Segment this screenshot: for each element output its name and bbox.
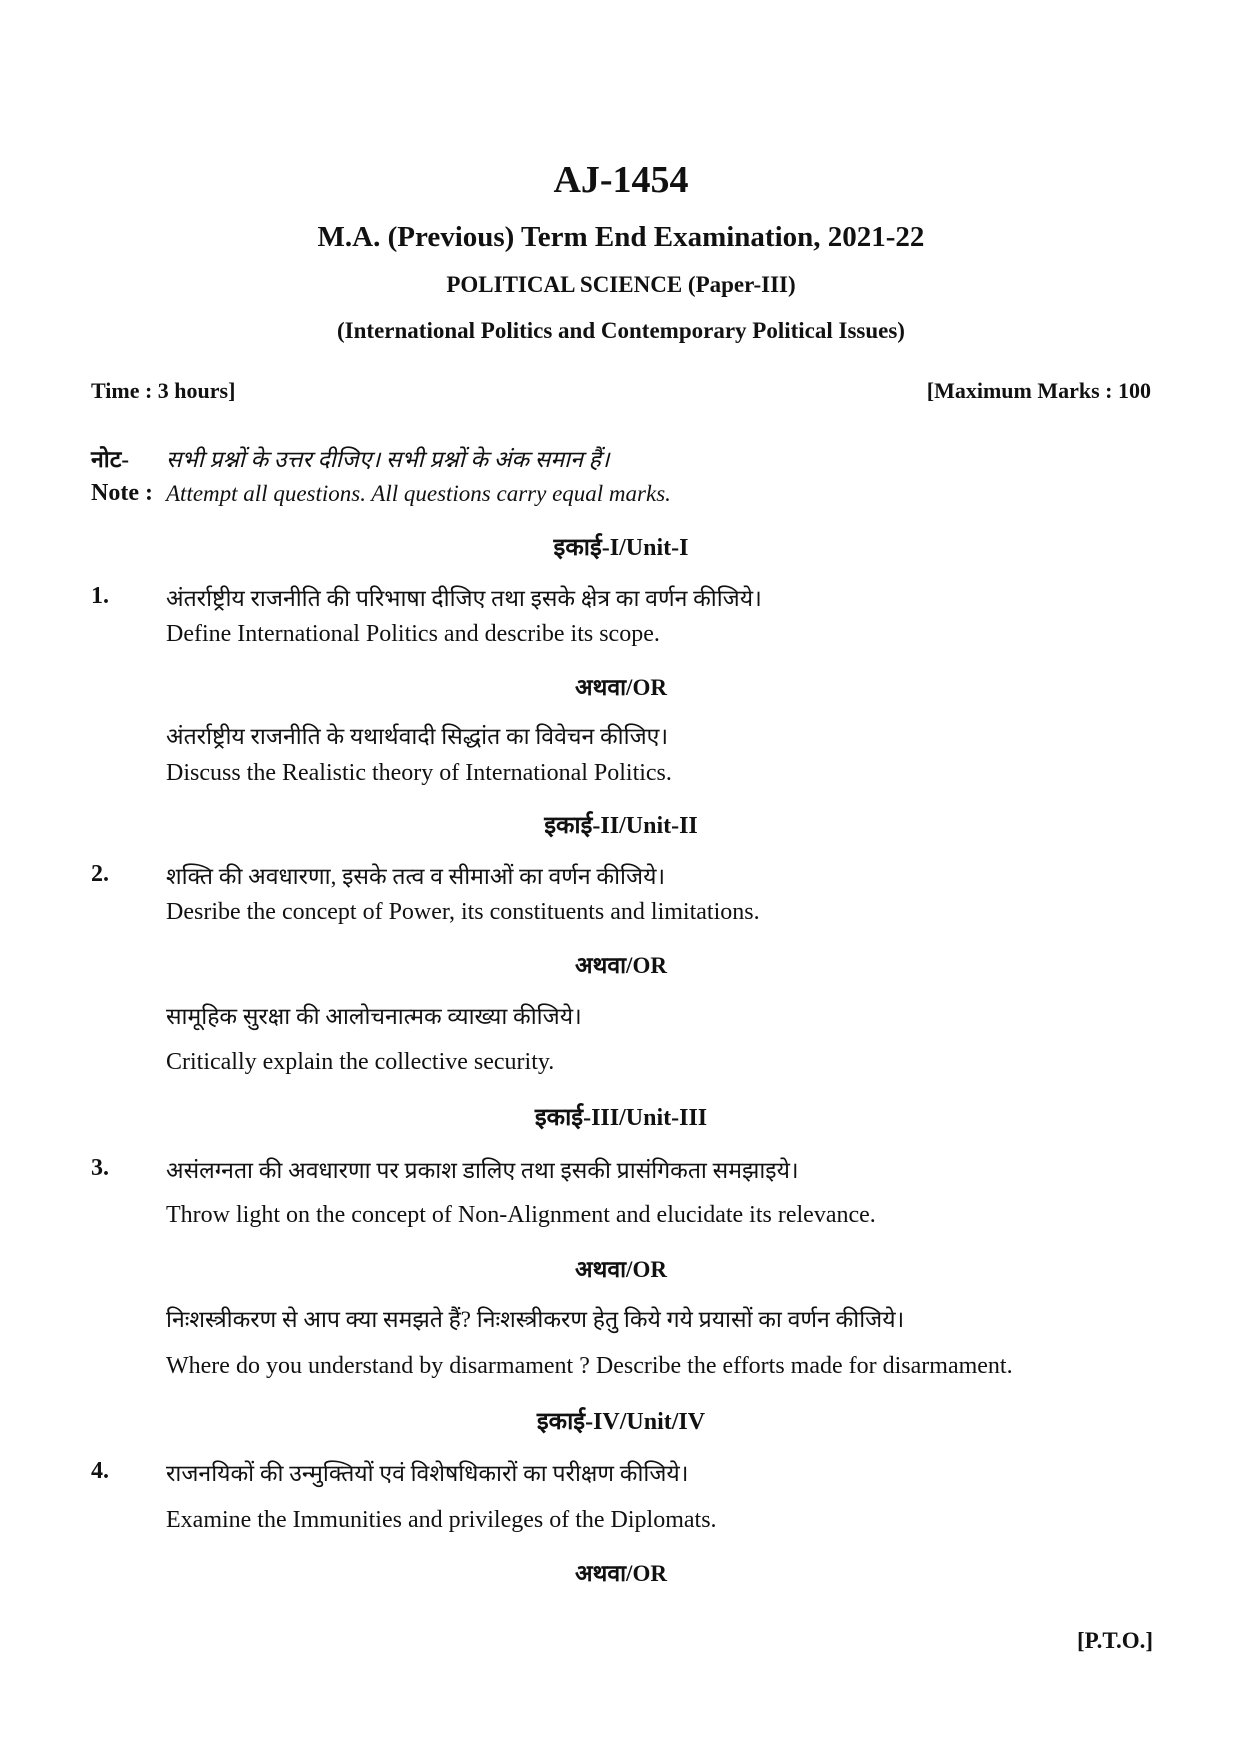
or-divider: अथवा/OR: [575, 1561, 667, 1586]
or-divider: अथवा/OR: [575, 675, 667, 700]
time-allowed: Time : 3 hours]: [91, 378, 236, 403]
question-hindi: सामूहिक सुरक्षा की आलोचनात्मक व्याख्या कीजिये।: [166, 1004, 582, 1029]
unit-heading: इकाई-I/Unit-I: [553, 535, 689, 561]
unit-heading: इकाई-II/Unit-II: [544, 813, 698, 839]
question-english: Critically explain the collective security.: [166, 1049, 555, 1075]
question-hindi: अंतर्राष्ट्रीय राजनीति की परिभाषा दीजिए तथा इसके क्षेत्र का वर्णन कीजिये।: [166, 586, 762, 611]
or-divider: अथवा/OR: [575, 1257, 667, 1282]
question-english: Examine the Immunities and privileges of the Diplomats.: [166, 1507, 717, 1533]
exam-title: M.A. (Previous) Term End Examination, 2021-22: [317, 221, 925, 253]
paper-code: AJ-1454: [553, 159, 689, 201]
question-hindi: अंतर्राष्ट्रीय राजनीति के यथार्थवादी सिद्धांत का विवेचन कीजिए।: [166, 724, 669, 749]
question-hindi: निःशस्त्रीकरण से आप क्या समझते हैं? निःशस्त्रीकरण हेतु किये गये प्रयासों का वर्णन कीजिये।: [166, 1307, 905, 1332]
question-english: Where do you understand by disarmament ? Describe the efforts made for disarmament.: [166, 1353, 1013, 1379]
please-turn-over: [P.T.O.]: [1076, 1628, 1153, 1653]
question-hindi: असंलग्नता की अवधारणा पर प्रकाश डालिए तथा इसकी प्रासंगिकता समझाइये।: [166, 1158, 799, 1183]
paper-subtitle: (International Politics and Contemporary Political Issues): [337, 318, 905, 343]
subject-title: POLITICAL SCIENCE (Paper-III): [446, 272, 796, 297]
or-divider: अथवा/OR: [575, 953, 667, 978]
unit-heading: इकाई-IV/Unit/IV: [536, 1409, 706, 1435]
question-english: Discuss the Realistic theory of International Politics.: [166, 760, 672, 786]
note-label-hindi: नोट-: [91, 447, 129, 472]
unit-heading: इकाई-III/Unit-III: [534, 1105, 708, 1131]
question-hindi: शक्ति की अवधारणा, इसके तत्व व सीमाओं का वर्णन कीजिये।: [166, 864, 666, 889]
question-english: Throw light on the concept of Non-Alignment and elucidate its relevance.: [166, 1202, 876, 1228]
question-english: Define International Politics and describe its scope.: [166, 621, 660, 647]
question-number: 1.: [91, 583, 109, 609]
note-text-hindi: सभी प्रश्नों के उत्तर दीजिए। सभी प्रश्नों के अंक समान हैं।: [166, 447, 610, 472]
question-number: 4.: [91, 1458, 109, 1484]
question-number: 3.: [91, 1155, 109, 1181]
question-hindi: राजनयिकों की उन्मुक्तियों एवं विशेषधिकारों का परीक्षण कीजिये।: [166, 1461, 689, 1486]
question-number: 2.: [91, 861, 109, 887]
maximum-marks: [Maximum Marks : 100: [926, 378, 1151, 403]
note-text-english: Attempt all questions. All questions carry equal marks.: [166, 481, 671, 506]
note-label-english: Note :: [91, 480, 153, 506]
question-english: Desribe the concept of Power, its constituents and limitations.: [166, 899, 760, 925]
